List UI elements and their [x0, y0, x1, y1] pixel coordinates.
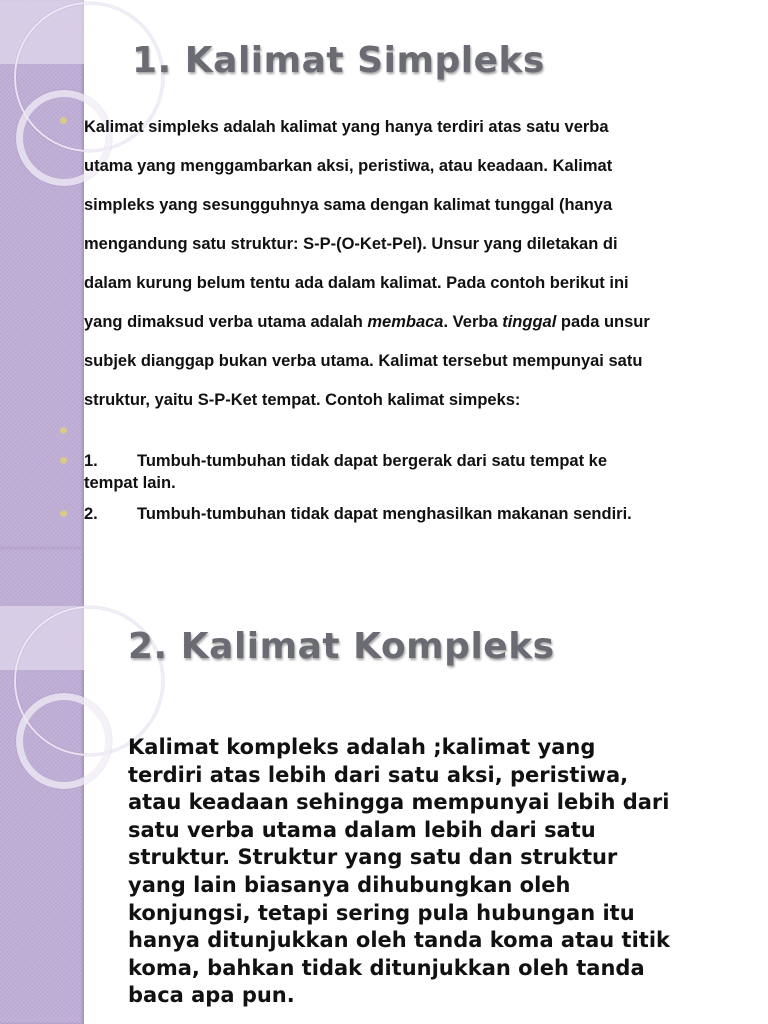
paragraph-line: subjek dianggap bukan verba utama. Kalimat tersebut mempunyai satu [84, 352, 643, 370]
paragraph-line: simpleks yang sesungguhnya sama dengan kalimat tunggal (hanya [84, 196, 613, 214]
paragraph-line: konjungsi, tetapi sering pula hubungan itu [128, 900, 635, 925]
paragraph-line: hanya ditunjukkan oleh tanda koma atau titik [128, 928, 671, 953]
paragraph-line: struktur. Struktur yang satu dan struktur [128, 845, 618, 870]
paragraph-line: mengandung satu struktur: S-P-(O-Ket-Pel). Unsur yang diletakan di [84, 235, 618, 253]
paragraph-line: satu verba utama dalam lebih dari satu [128, 817, 596, 842]
ring-decoration-icon [16, 693, 112, 789]
paragraph-line: Kalimat kompleks adalah ;kalimat yang [128, 735, 596, 759]
italic-term: membaca [367, 313, 444, 331]
definition-paragraph [84, 108, 752, 420]
decorative-sidebar [0, 0, 84, 548]
example-item-1 [84, 450, 744, 494]
paragraph-line [84, 303, 752, 342]
paragraph-line: koma, bahkan tidak ditunjukkan oleh tanda [128, 955, 645, 980]
paragraph-line: struktur, yaitu S-P-Ket tempat. Contoh kalimat simpeks: [84, 391, 521, 409]
text-span: . Verba [443, 313, 503, 331]
bullet-icon [60, 427, 67, 434]
example-number: 1. [84, 452, 98, 470]
paragraph-line: utama yang menggambarkan aksi, peristiwa, atau keadaan. Kalimat [84, 157, 613, 175]
example-text: Tumbuh-tumbuhan tidak dapat menghasilkan makanan sendiri. [137, 505, 632, 523]
definition-paragraph [128, 734, 758, 1010]
bullet-icon [60, 457, 67, 464]
paragraph-line: Kalimat simpleks adalah kalimat yang hanya terdiri atas satu verba [84, 118, 609, 136]
paragraph-line: dalam kurung belum tentu ada dalam kalimat. Pada contoh berikut ini [84, 274, 629, 292]
example-text: Tumbuh-tumbuhan tidak dapat bergerak dari satu tempat ke [137, 452, 608, 470]
italic-term: tinggal [502, 313, 557, 331]
slide-kalimat-kompleks [0, 548, 768, 1024]
slide-title: 1. Kalimat Simpleks [132, 40, 545, 81]
paragraph-line: yang lain biasanya dihubungkan oleh [128, 872, 571, 897]
paragraph-line: baca apa pun. [128, 983, 295, 1008]
paragraph-line: atau keadaan sehingga mempunyai lebih dari [128, 790, 670, 815]
bullet-icon [60, 117, 67, 124]
example-item-2 [84, 503, 744, 525]
bullet-icon [60, 510, 67, 517]
paragraph-line: terdiri atas lebih dari satu aksi, peristiwa, [128, 762, 629, 787]
example-text-continuation: tempat lain. [84, 474, 176, 492]
decorative-sidebar [0, 548, 84, 1024]
example-number: 2. [84, 505, 98, 523]
text-span: yang dimaksud verba utama adalah [84, 313, 368, 331]
slide-title: 2. Kalimat Kompleks [128, 626, 555, 667]
text-span: pada unsur [556, 313, 650, 331]
